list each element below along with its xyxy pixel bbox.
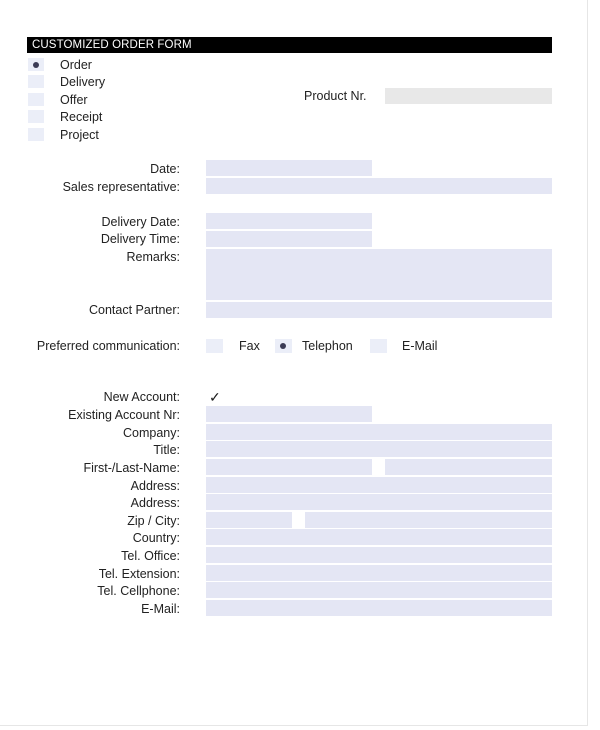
product-nr-label: Product Nr.	[304, 89, 367, 103]
title-field[interactable]	[206, 441, 552, 457]
address1-label: Address:	[130, 479, 180, 493]
form-title: CUSTOMIZED ORDER FORM	[27, 37, 552, 53]
remarks-label: Remarks:	[126, 250, 180, 264]
country-label: Country:	[132, 531, 180, 545]
telephon-label: Telephon	[302, 339, 353, 353]
name-label: First-/Last-Name:	[83, 461, 180, 475]
order-label: Order	[60, 58, 92, 72]
zip-city-label: Zip / City:	[127, 514, 180, 528]
tel-cell-label: Tel. Cellphone:	[97, 584, 180, 598]
new-account-checkbox[interactable]	[206, 389, 223, 404]
email-option-label: E-Mail	[402, 339, 438, 353]
existing-account-label: Existing Account Nr:	[68, 408, 180, 422]
telephon-checkbox[interactable]	[275, 339, 292, 353]
date-field[interactable]	[206, 160, 372, 176]
fax-label: Fax	[239, 339, 260, 353]
delivery-checkbox[interactable]	[28, 75, 44, 88]
address2-field[interactable]	[206, 494, 552, 510]
sales-rep-field[interactable]	[206, 178, 552, 194]
company-label: Company:	[123, 426, 180, 440]
offer-label: Offer	[60, 93, 88, 107]
telephon-selected-dot	[280, 343, 286, 349]
receipt-label: Receipt	[60, 110, 103, 124]
check-icon: ✓	[209, 389, 221, 405]
address1-field[interactable]	[206, 477, 552, 493]
city-field[interactable]	[305, 512, 552, 528]
last-name-field[interactable]	[385, 459, 552, 475]
delivery-date-field[interactable]	[206, 213, 372, 229]
product-nr-field[interactable]	[385, 88, 552, 104]
preferred-comm-label: Preferred communication:	[36, 339, 180, 353]
sales-rep-label: Sales representative:	[62, 180, 180, 194]
project-label: Project	[60, 128, 99, 142]
company-field[interactable]	[206, 424, 552, 440]
date-label: Date:	[150, 162, 180, 176]
email-checkbox[interactable]	[370, 339, 387, 353]
project-checkbox[interactable]	[28, 128, 44, 141]
tel-office-label: Tel. Office:	[121, 549, 180, 563]
tel-extension-field[interactable]	[206, 565, 552, 581]
order-checkbox[interactable]	[28, 58, 44, 71]
fax-checkbox[interactable]	[206, 339, 223, 353]
tel-extension-label: Tel. Extension:	[98, 567, 180, 581]
address2-label: Address:	[130, 496, 180, 510]
tel-office-field[interactable]	[206, 547, 552, 563]
delivery-label: Delivery	[60, 75, 106, 89]
remarks-field[interactable]	[206, 249, 552, 300]
delivery-time-field[interactable]	[206, 231, 372, 247]
delivery-date-label: Delivery Date:	[101, 215, 180, 229]
email-label: E-Mail:	[141, 602, 180, 616]
first-name-field[interactable]	[206, 459, 372, 475]
new-account-label: New Account:	[103, 390, 180, 404]
offer-checkbox[interactable]	[28, 93, 44, 106]
zip-field[interactable]	[206, 512, 292, 528]
contact-partner-field[interactable]	[206, 302, 552, 318]
receipt-checkbox[interactable]	[28, 110, 44, 123]
order-selected-dot	[33, 62, 39, 68]
existing-account-field[interactable]	[206, 406, 372, 422]
title-label: Title:	[153, 443, 180, 457]
contact-partner-label: Contact Partner:	[88, 303, 180, 317]
country-field[interactable]	[206, 529, 552, 545]
tel-cell-field[interactable]	[206, 582, 552, 598]
email-field[interactable]	[206, 600, 552, 616]
delivery-time-label: Delivery Time:	[100, 232, 180, 246]
